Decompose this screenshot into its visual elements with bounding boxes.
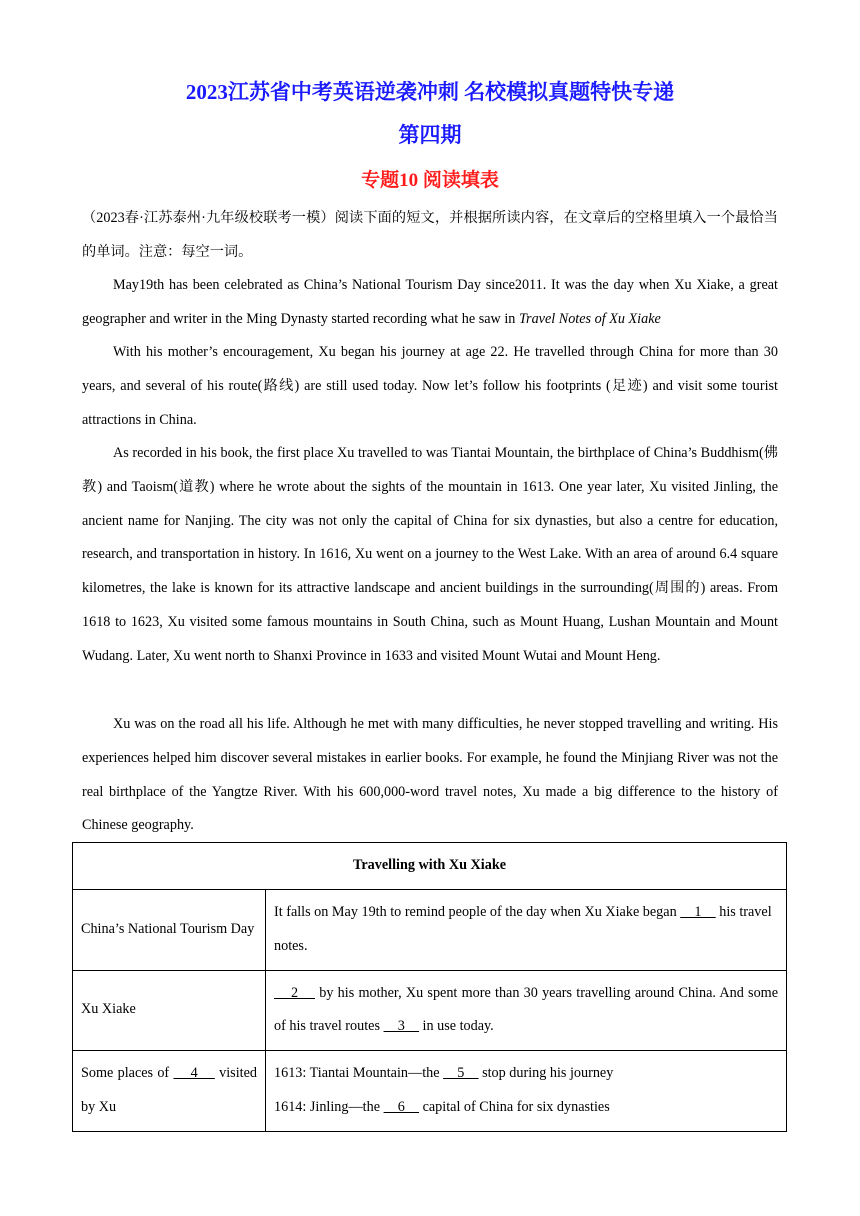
row-text: stop during his journey [478,1065,614,1082]
table-header-row [73,843,787,890]
table-row-content [266,890,787,971]
answer-blank-3[interactable]: 3 [383,1018,419,1035]
table-row [73,1051,787,1132]
table-row [73,970,787,1051]
book-title: Travel Notes of Xu Xiake [518,310,661,327]
table-row-content [266,970,787,1051]
row-text: by his mother, Xu spent more than 30 years travelling around China. And some of his travel routes [274,984,779,1035]
answer-blank-2[interactable]: 2 [274,984,315,1001]
row-text: 1614: Jinling—the [274,1098,384,1115]
table-title: Travelling with Xu Xiake [73,843,787,890]
row-text: It falls on May 19th to remind people of the day when Xu Xiake began [274,904,681,920]
instructions: （2023春·江苏泰州·九年级校联考一模）阅读下面的短文，并根据所读内容，在文章后的空格里填入一个最恰当的单词。注意：每空一词。 [82,210,778,260]
label-text: visited by Xu [81,1065,257,1115]
passage-paragraph-2: With his mother’s encouragement, Xu began his journey at age 22. He travelled through China for more than 30 years, and several of his route(路线) are still used today. Now let’s follow his footprints (足迹) and visit some tourist attractions in China. [82,344,778,428]
table-row-label: Xu Xiake [73,970,266,1051]
paragraph-1-text: May19th has been celebrated as China’s National Tourism Day since2011. It was the day when Xu Xiake, a great geographer and writer in the Ming Dynasty started recording what he saw in [82,277,778,327]
table-row [73,890,787,971]
answer-blank-5[interactable]: 5 [443,1065,479,1082]
label-text: Some places of [81,1065,174,1082]
row-text: capital of China for six dynasties [419,1098,610,1115]
table-line [274,1057,778,1091]
answer-table [72,842,787,1132]
passage-paragraph-1 [82,269,778,337]
answer-blank-6[interactable]: 6 [383,1098,420,1115]
issue-title: 第四期 [398,123,462,147]
answer-blank-1[interactable]: 1 [680,904,716,920]
answer-blank-4[interactable]: 4 [173,1065,215,1082]
topic-title: 专题10 阅读填表 [361,170,499,191]
row-text: in use today. [419,1018,494,1035]
passage-paragraph-3: As recorded in his book, the first place Xu travelled to was Tiantai Mountain, the birthplace of China’s Buddhism(佛教) and Taoism(道教) where he wrote about the sights of the mountain in 1613. One year later, Xu visited Jinling, the ancient name for Nanjing. The city was not only the capital of China for six dynasties, but also a centre for education, research, and transportation in history. In 1616, Xu went on a journey to the West Lake. With an area of around 6.4 square kilometres, the lake is known for its attractive landscape and ancient buildings in the surrounding(周围的) areas. From 1618 to 1623, Xu visited some famous mountains in South China, such as Mount Huang, Lushan Mountain and Mount Wudang. Later, Xu went north to Shanxi Province in 1633 and visited Mount Wutai and Mount Heng. [82,445,778,664]
row-text: his travel notes. [274,904,772,954]
document-title: 2023江苏省中考英语逆袭冲刺 名校模拟真题特快专递 [185,80,675,104]
table-row-content [266,1051,787,1132]
table-line [274,1091,778,1125]
table-row-label [73,1051,266,1132]
passage-paragraph-4: Xu was on the road all his life. Although he met with many difficulties, he never stopped travelling and writing. His experiences helped him discover several mistakes in earlier books. For example, he found the Minjiang River was not the real birthplace of the Yangtze River. With his 600,000-word travel notes, Xu made a big difference to the history of Chinese geography. [82,716,778,834]
row-text: 1613: Tiantai Mountain—the [274,1065,444,1082]
table-row-label: China’s National Tourism Day [73,890,266,971]
